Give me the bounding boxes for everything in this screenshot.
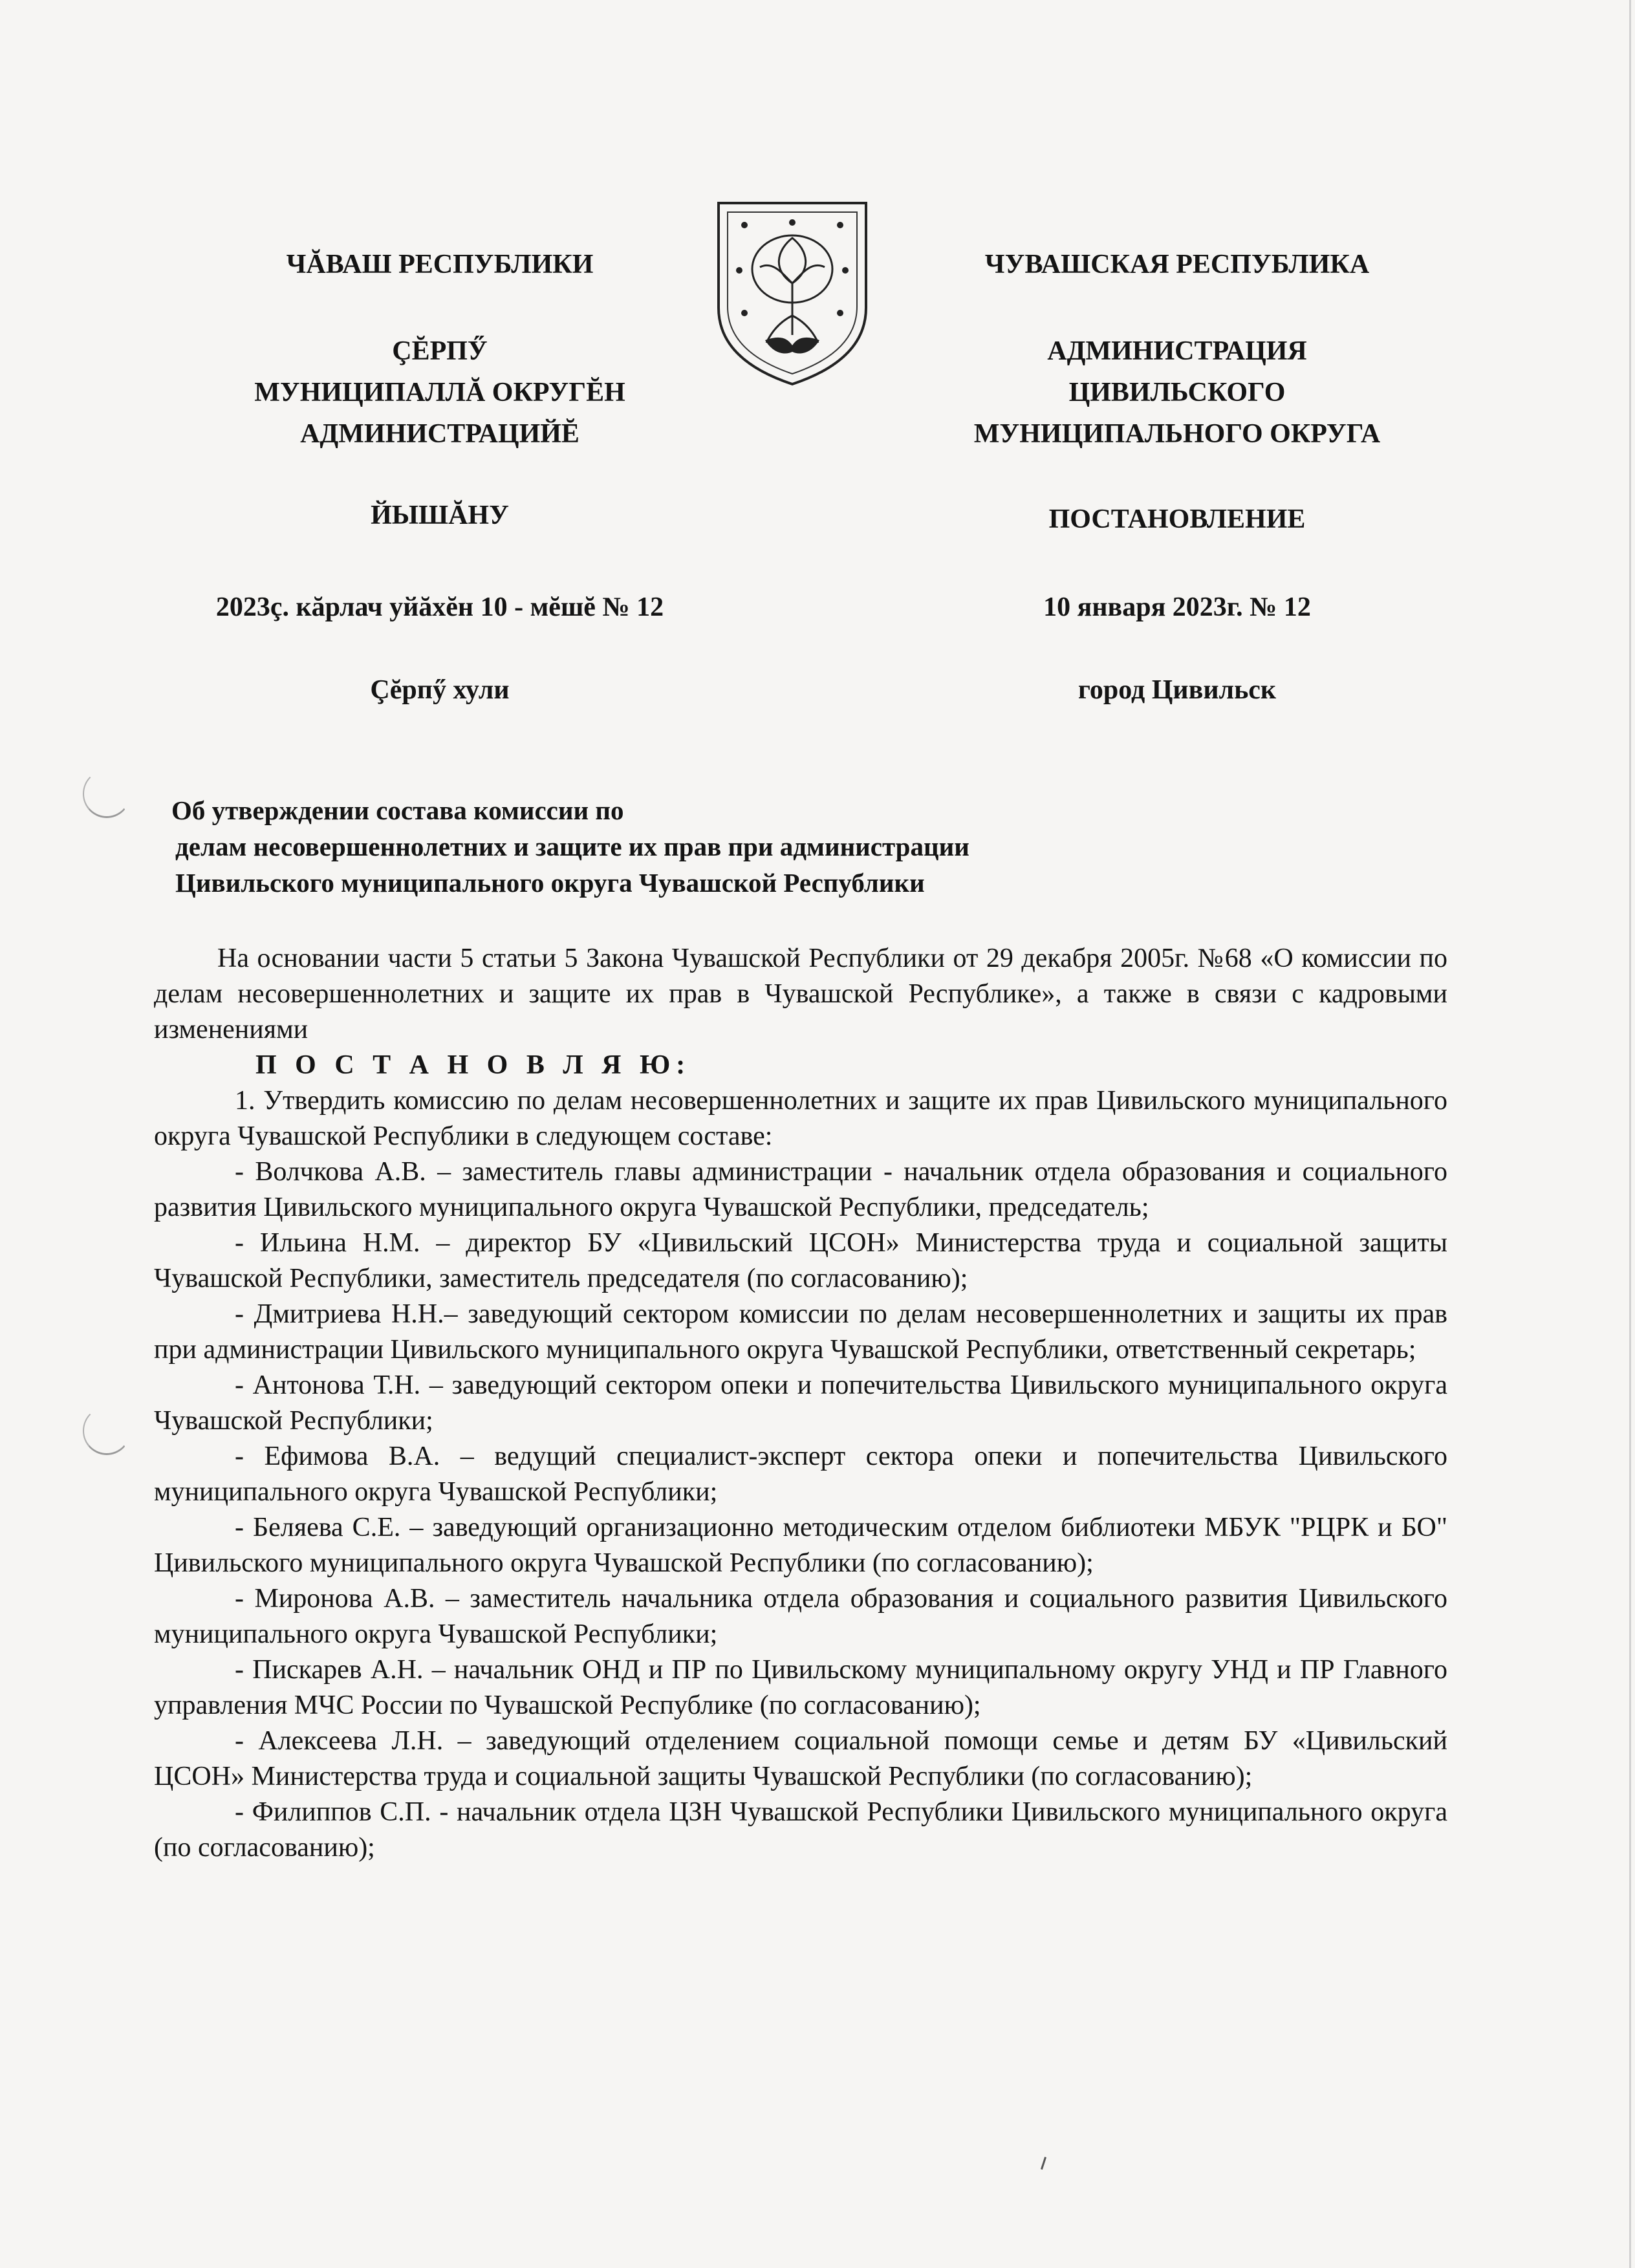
title-line-2: делам несовершеннолетних и защите их прав при администрации (175, 832, 969, 861)
header-left-admin-3: АДМИНИСТРАЦИЙĔ (300, 419, 579, 449)
header-right-admin-1: АДМИНИСТРАЦИЯ (1047, 336, 1307, 366)
punch-hole-mark (83, 770, 131, 818)
header-right-admin-2: ЦИВИЛЬСКОГО (1068, 378, 1286, 407)
scan-speck (1041, 2157, 1046, 2170)
header-left-doc-type: ЙЫШĂНУ (371, 501, 509, 530)
member-item: - Антонова Т.Н. – заведующий сектором опеки и попечительства Цивильского муниципального округа Чувашской Республики; (154, 1370, 1447, 1436)
item-1-paragraph: 1. Утвердить комиссию по делам несовершеннолетних и защите их прав Цивильского муниципального округа Чувашской Республики в следующем составе: (154, 1086, 1447, 1151)
member-item: - Миронова А.В. – заместитель начальника отдела образования и социального развития Цивильского муниципального округа Чувашской Республики; (154, 1584, 1447, 1649)
member-item: - Волчкова А.В. – заместитель главы администрации - начальник отдела образования и социального развития Цивильского муниципального округа Чувашской Республики, председатель; (154, 1157, 1447, 1222)
member-item: - Ильина Н.М. – директор БУ «Цивильский ЦСОН» Министерства труда и социальной защиты Чувашской Республики, заместитель председателя (по согласованию); (154, 1228, 1447, 1293)
title-line-3: Цивильского муниципального округа Чувашской Республики (175, 868, 925, 898)
member-item: - Ефимова В.А. – ведущий специалист-эксперт сектора опеки и попечительства Цивильского муниципального округа Чувашской Республики; (154, 1442, 1447, 1507)
header-left-admin-1: ÇĔРПӲ (392, 336, 488, 366)
decree-heading: П О С Т А Н О В Л Я Ю: (255, 1050, 691, 1080)
document-body (154, 941, 1447, 1866)
title-line-1: Об утверждении состава комиссии по (171, 795, 624, 825)
document-title (171, 792, 969, 901)
member-item: - Филиппов С.П. - начальник отдела ЦЗН Чувашской Республики Цивильского муниципального округа (по согласованию); (154, 1797, 1447, 1863)
header-right-date-number: 10 января 2023г. № 12 (1043, 592, 1311, 622)
punch-hole-mark (83, 1407, 131, 1455)
coat-of-arms-tree-icon (715, 199, 870, 388)
header-left-republic: ЧĂВАШ РЕСПУБЛИКИ (286, 250, 594, 279)
header-right-admin-3: МУНИЦИПАЛЬНОГО ОКРУГА (973, 419, 1381, 449)
member-item: - Беляева С.Е. – заведующий организационно методическим отделом библиотеки МБУК "РЦРК и БО" Цивильского муниципального округа Чувашской Республики (по согласованию); (154, 1513, 1447, 1578)
preamble-paragraph: На основании части 5 статьи 5 Закона Чувашской Республики от 29 декабря 2005г. №68 «О комиссии по делам несовершеннолетних и защите их прав в Чувашской Республике», а также в связи с кадровыми изменениями (154, 944, 1447, 1044)
header-right-republic: ЧУВАШСКАЯ РЕСПУБЛИКА (984, 250, 1370, 279)
scan-edge-line (1629, 0, 1631, 2268)
member-item: - Алексеева Л.Н. – заведующий отделением социальной помощи семье и детям БУ «Цивильский ЦСОН» Министерства труда и социальной защиты Чувашской Республики (по согласованию); (154, 1726, 1447, 1791)
header-left-city: Çĕрпӳ хули (370, 675, 510, 705)
header-left-date-number: 2023ç. кăрлач уйăхĕн 10 - мĕшĕ № 12 (215, 592, 664, 622)
header-right-city: город Цивильск (1077, 675, 1277, 705)
member-item: - Дмитриева Н.Н.– заведующий сектором комиссии по делам несовершеннолетних и защиты их прав при администрации Цивильского муниципального округа Чувашской Республики, ответственный секретарь; (154, 1299, 1447, 1365)
member-item: - Пискарев А.Н. – начальник ОНД и ПР по Цивильскому муниципальному округу УНД и ПР Главного управления МЧС России по Чувашской Республике (по согласованию); (154, 1655, 1447, 1720)
header-left-admin-2: МУНИЦИПАЛЛĂ ОКРУГĔН (254, 378, 625, 407)
header-right-doc-type: ПОСТАНОВЛЕНИЕ (1048, 504, 1306, 534)
